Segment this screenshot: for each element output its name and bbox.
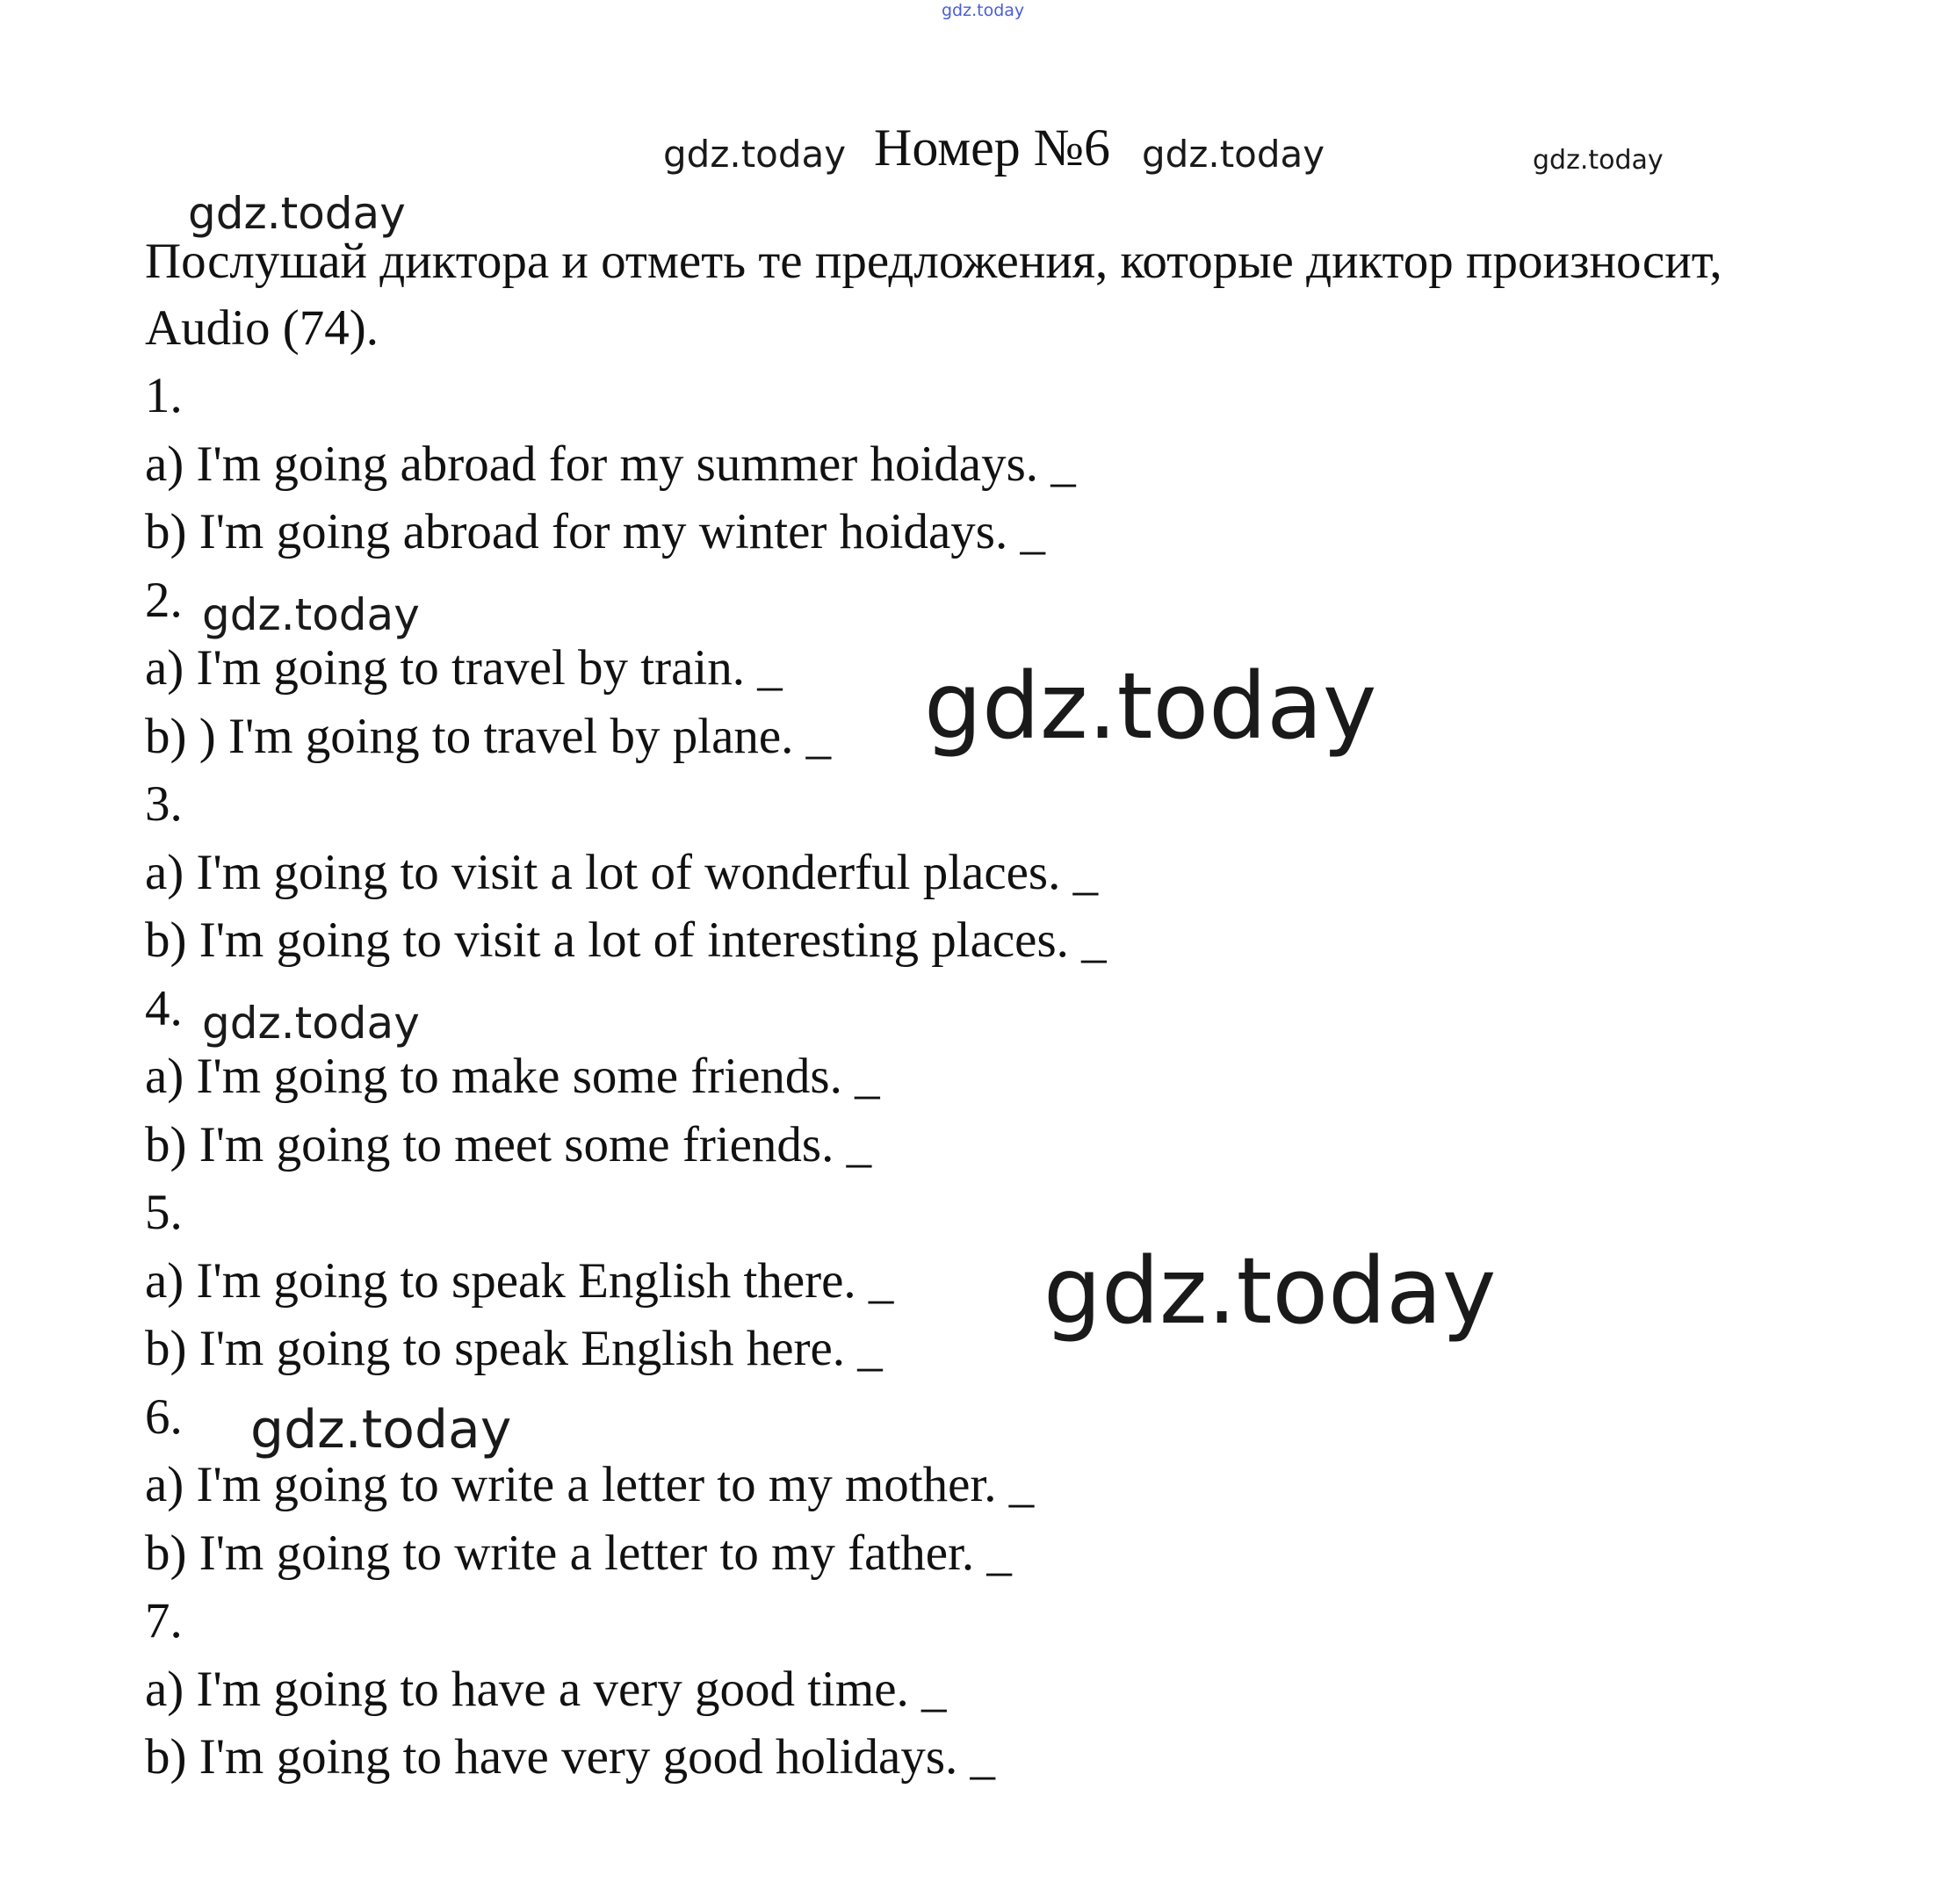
item-number: 3. [145, 776, 183, 832]
option-b: b) I'm going to have very good holidays. _ [145, 1729, 996, 1785]
option-b: b) I'm going to meet some friends. _ [145, 1116, 872, 1172]
watermark-large-item-5: gdz.today [1043, 1237, 1497, 1345]
option-a: a) I'm going abroad for my summer hoidays. _ [145, 436, 1076, 492]
option-a: a) I'm going to speak English there. _ [145, 1252, 894, 1309]
option-b: b) I'm going to visit a lot of interesting places. _ [145, 912, 1107, 968]
option-b: b) ) I'm going to travel by plane. _ [145, 708, 832, 764]
item-number: 2. [145, 572, 183, 628]
option-a: a) I'm going to write a letter to my mother. _ [145, 1457, 1035, 1512]
watermark-item-2: gdz.today [202, 589, 420, 640]
watermark-header-far-right: gdz.today [1533, 145, 1664, 176]
watermark-top: gdz.today [942, 1, 1025, 20]
page-title: Номер №6 [874, 119, 1111, 177]
exercise-item [145, 1587, 1884, 1792]
option-b: b) I'm going to speak English here. _ [145, 1321, 883, 1376]
watermark-header-right: gdz.today [1142, 133, 1325, 176]
option-b: b) I'm going abroad for my winter hoidays. _ [145, 504, 1045, 559]
watermark-item-4: gdz.today [202, 998, 420, 1049]
watermark-above-instruction: gdz.today [188, 188, 406, 239]
option-a: a) I'm going to make some friends. _ [145, 1049, 880, 1104]
watermark-item-6: gdz.today [250, 1399, 512, 1460]
item-number: 7. [145, 1593, 183, 1648]
exercise-item [145, 1179, 1884, 1383]
option-a: a) I'm going to visit a lot of wonderful places. _ [145, 844, 1099, 900]
option-a: a) I'm going to travel by train. _ [145, 640, 783, 696]
exercise-item [145, 362, 1884, 566]
instruction-text: Послушай диктора и отметь те предложения, которые диктор произносит, Audio (74). [145, 234, 1722, 356]
watermark-large-item-2: gdz.today [924, 653, 1377, 760]
exercise-item [145, 770, 1884, 975]
item-number: 4. [145, 980, 183, 1036]
watermark-header-left: gdz.today [663, 133, 847, 176]
option-b: b) I'm going to write a letter to my father. _ [145, 1525, 1012, 1581]
item-number: 6. [145, 1388, 183, 1445]
item-number: 5. [145, 1185, 183, 1240]
option-a: a) I'm going to have a very good time. _ [145, 1661, 947, 1717]
item-number: 1. [145, 368, 183, 423]
